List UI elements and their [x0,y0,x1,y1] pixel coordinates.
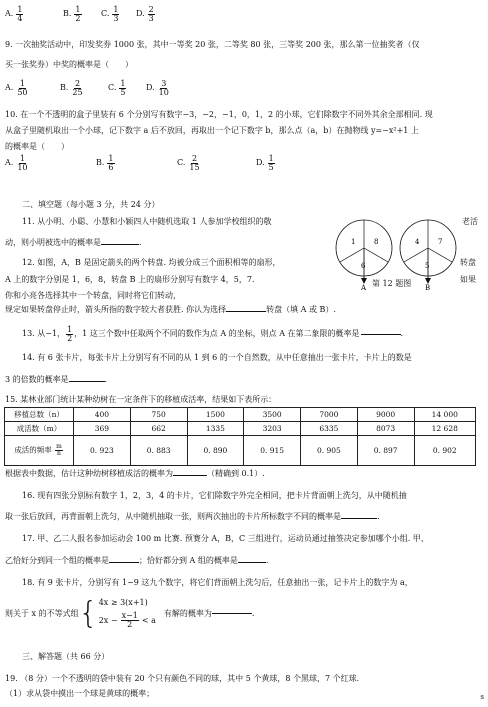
q9-option-a: A. $\frac{1}{50}$ [5,79,28,97]
q9-option-c: C. $\frac{1}{5}$ [108,79,126,97]
answer-blank [69,381,105,382]
q18-inequality-line: 则关于 x 的不等式组 { 4x ≥ 3(x+1) 2x − $\frac{x-1}{2}$ < a 有解的概率为 . [5,595,255,631]
q10-line2: 从盒子里随机取出一个小球，记下数字 a 后不放回，再取出一个记下数字 b，那么点（a，b）在抛物线 y=−x²+1 上 [5,126,419,135]
answer-blank [173,475,207,476]
table-row: 移植总数（n） 400 750 1500 3500 7000 9000 14 000 [5,408,476,422]
q12-line3: 你和小亮各选择其中一个转盘，同时将它们转动， [5,291,181,300]
answer-blank [212,613,252,614]
q10-option-a: A. $\frac{1}{10}$ [5,154,28,172]
table-row: 成活数（m） 369 662 1335 3203 6335 8073 12 628 [5,422,476,436]
q17-line2: 乙恰好分到同一个组的概率是 ；恰好都分到 A 组的概率是 . [5,556,269,565]
answer-blank [341,518,377,519]
answer-blank [238,562,266,563]
q16-line2: 取一张后放回，再背面朝上洗匀，从中随机抽取一张，则两次抽出的卡片所标数字不同的概率是 . [5,512,380,521]
q19-line1: 19. （8 分）一个不透明的袋中装有 20 个只有颜色不同的球，其中 5 个黄球，8 个黑球，7 个红球. [5,674,360,683]
q9-line2: 买一张奖券）中奖的概率是（ ） [5,60,133,69]
spinner-a-number: 8 [374,238,379,246]
q13-line: 13. 从−1， $\frac{1}{2}$ ，1 这三个数中任取两个不同的数作为点 A 的坐标，则点 A 在第二象限的概率是 . [22,325,404,343]
q12-line2-tail: 如果 [460,275,476,284]
answer-blank [101,244,139,245]
q8-option-d: D. $\frac{2}{3}$ [136,5,154,23]
answer-blank [109,562,139,563]
q17-line1: 17. 甲、乙二人报名参加运动会 100 m 比赛. 预赛分 A，B，C 三组进行，运动员通过抽签决定参加哪个小组. 甲、 [22,534,429,543]
q10-line1: 10. 在一个不透明的盒子里装有 6 个分别写有数字−3，−2，−1，0，1，2 的小球，它们除数字不同外其余全部相同. 现 [5,110,433,119]
q11-line1: 11. 从小明、小聪、小慧和小颖四人中随机选取 1 人参加学校组织的敬 [22,217,272,226]
section-3-title: 三、解答题（共 66 分） [22,652,110,661]
q11-line2: 动，则小明被选中的概率是 . [5,238,142,247]
q11-line1-tail: 老活 [462,217,478,226]
inequality-system: 4x ≥ 3(x+1) 2x − $\frac{x-1}{2}$ < a [98,598,156,630]
q10-option-b: B. $\frac{1}{6}$ [96,154,114,172]
q8-option-b: B. $\frac{1}{2}$ [63,5,81,23]
spinner-a-number: 6 [361,262,366,270]
spinner-a-number: 1 [351,238,356,246]
figure-caption: 第 12 题图 [372,279,412,288]
q15-intro: 15. 某林业部门统计某种幼树在一定条件下的移植成活率，结果如下表所示： [5,395,277,404]
table-row: 成活的频率 $\frac{m}{n}$ 0. 923 0. 883 0. 890 0. 915 0. 905 0. 897 0. 902 [5,436,476,466]
q10-line3: 的概率是（ ） [5,142,69,151]
q16-line1: 16. 现有四张分别标有数字 1，2，3，4 的卡片，它们除数字外完全相同，把卡片背面朝上洗匀，从中随机抽 [22,491,407,500]
q14-line1: 14. 有 6 张卡片，每张卡片上分别写有不同的从 1 到 6 的一个自然数，从中任意抽出一张卡片，卡片上的数是 [22,353,412,362]
q8-option-c: C. $\frac{1}{3}$ [101,5,119,23]
corner-mark: s [480,693,484,701]
spinner-b-number: 5 [425,262,430,270]
brace-icon: { [78,595,98,631]
q8-option-a: A. $\frac{1}{4}$ [5,5,23,23]
spinner-b-number: 4 [415,238,420,246]
q12-line4: 规定如果转盘停止时，箭头所指的数字较大者获胜. 你认为选择 转盘（填 A 或 B）. [5,305,336,314]
q10-option-d: D. $\frac{1}{5}$ [256,154,274,172]
section-2-title: 二、填空题（每小题 3 分，共 24 分） [22,200,160,209]
q10-option-c: C. $\frac{2}{15}$ [177,154,200,172]
q12-line2: A 上的数字分别是 1，6，8，转盘 B 上的扇形分别写有数字 4，5，7. [5,275,255,284]
spinner-b-label: B [425,284,431,290]
q12-line1-tail: 转盘 [460,258,476,267]
q14-line2: 3 的倍数的概率是 . [5,375,108,384]
q18-line1: 18. 有 9 张卡片，分别写有 1~9 这九个数字，将它们背面朝上洗匀后，任意抽出一张，记卡片上的数字为 a， [22,578,413,587]
q9-option-b: B. $\frac{2}{25}$ [60,79,83,97]
spinner-b-number: 7 [438,238,443,246]
answer-blank [226,311,266,312]
q15-after: 根据表中数据，估计这种幼树移植成活的概率为 （精确到 0.1）. [5,469,265,478]
survival-rate-table [4,407,476,466]
q9-option-d: D. $\frac{3}{10}$ [146,79,169,97]
q9-line1: 9. 一次抽奖活动中，印发奖券 1000 张，其中一等奖 20 张，二等奖 80 张，三等奖 200 张，那么第一位抽奖者（仅 [5,40,420,49]
q19-line2: （1）求从袋中摸出一个球是黄球的概率； [5,689,155,698]
answer-blank [361,334,401,335]
q12-line1: 12. 如图，A，B 是固定箭头的两个转盘. 均被分成三个面积相等的扇形， [22,258,281,267]
spinner-a-label: A [361,284,367,290]
